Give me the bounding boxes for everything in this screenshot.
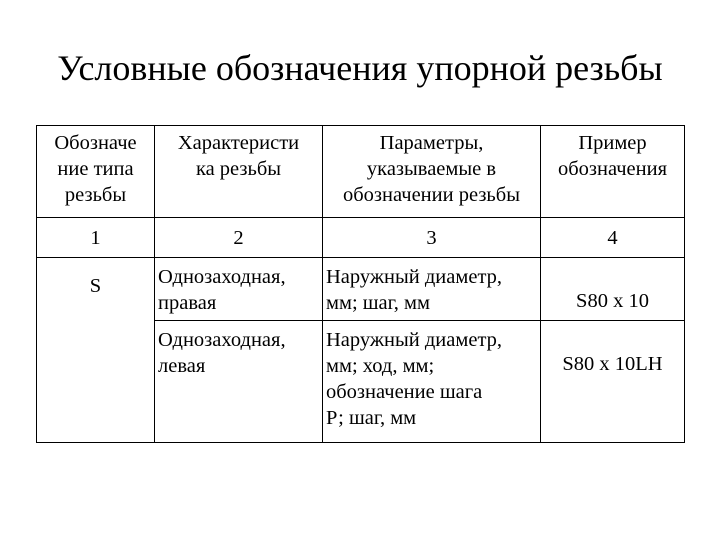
table-row [37, 258, 685, 321]
row-2-parameters: Наружный диаметр, мм; ход, мм; обозначение шага Р; шаг, мм [323, 321, 541, 443]
table-header-row [37, 126, 685, 218]
header-designation-example: Пример обозначения [541, 126, 685, 218]
column-number-4: 4 [541, 218, 685, 258]
row-1-parameters: Наружный диаметр, мм; шаг, мм [323, 258, 541, 321]
row-2-characteristic: Однозаходная, левая [155, 321, 323, 443]
thread-type-symbol: S [37, 258, 155, 443]
column-number-2: 2 [155, 218, 323, 258]
column-numbers-row [37, 218, 685, 258]
thread-designation-table [36, 125, 685, 443]
row-2-example: S80 x 10LH [541, 321, 685, 443]
header-thread-type: Обозначе ние типа резьбы [37, 126, 155, 218]
header-thread-characteristic: Характеристи ка резьбы [155, 126, 323, 218]
header-designation-parameters: Параметры, указываемые в обозначении резьбы [323, 126, 541, 218]
row-1-example: S80 x 10 [541, 258, 685, 321]
slide-title: Условные обозначения упорной резьбы [57, 48, 663, 88]
column-number-3: 3 [323, 218, 541, 258]
row-1-characteristic: Однозаходная, правая [155, 258, 323, 321]
column-number-1: 1 [37, 218, 155, 258]
